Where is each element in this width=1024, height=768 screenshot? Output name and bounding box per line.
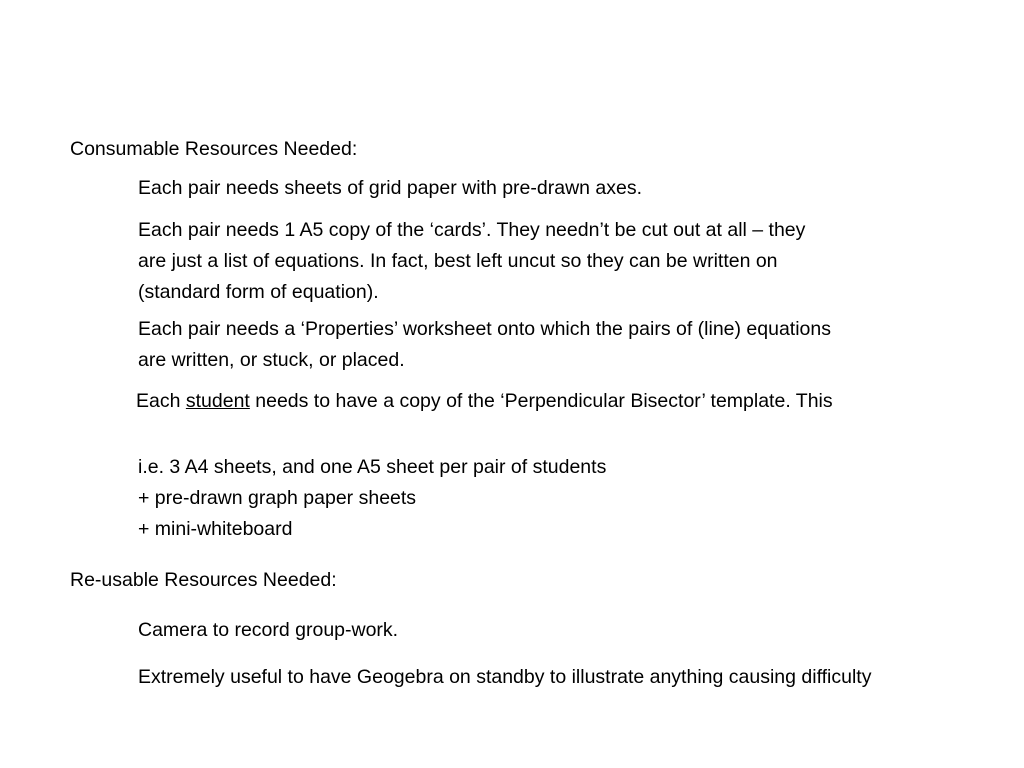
consumable-heading: Consumable Resources Needed: [70,138,358,160]
summary-line: + pre-drawn graph paper sheets [138,487,417,509]
student-item-suffix: needs to have a copy of the ‘Perpendicular Bisector’ template. This [249,390,833,412]
consumable-item-properties-worksheet [138,314,831,376]
reusable-item-camera [138,615,398,646]
student-underlined-word: student [185,390,250,412]
text-line: Camera to record group-work. [138,619,399,641]
summary-line: i.e. 3 A4 sheets, and one A5 sheet per pair of students [138,456,607,478]
consumable-item-grid-paper [138,173,642,204]
text-line: Each pair needs sheets of grid paper with pre-drawn axes. [138,177,643,199]
text-line: are just a list of equations. In fact, best left uncut so they can be written on [138,250,778,272]
text-line: Extremely useful to have Geogebra on standby to illustrate anything causing difficulty [138,666,872,688]
consumable-item-cards [138,215,805,308]
consumable-summary [138,452,606,545]
consumable-item-student-template [136,386,833,417]
text-line: (standard form of equation). [138,281,379,303]
reusable-item-geogebra [138,662,871,693]
text-line: Each pair needs 1 A5 copy of the ‘cards’. They needn’t be cut out at all – they [138,219,806,241]
text-line: are written, or stuck, or placed. [138,349,405,371]
summary-line: + mini-whiteboard [138,518,293,540]
student-item-prefix: Each [136,390,186,412]
text-line: Each pair needs a ‘Properties’ worksheet onto which the pairs of (line) equations [138,318,831,340]
reusable-heading: Re-usable Resources Needed: [70,569,337,591]
